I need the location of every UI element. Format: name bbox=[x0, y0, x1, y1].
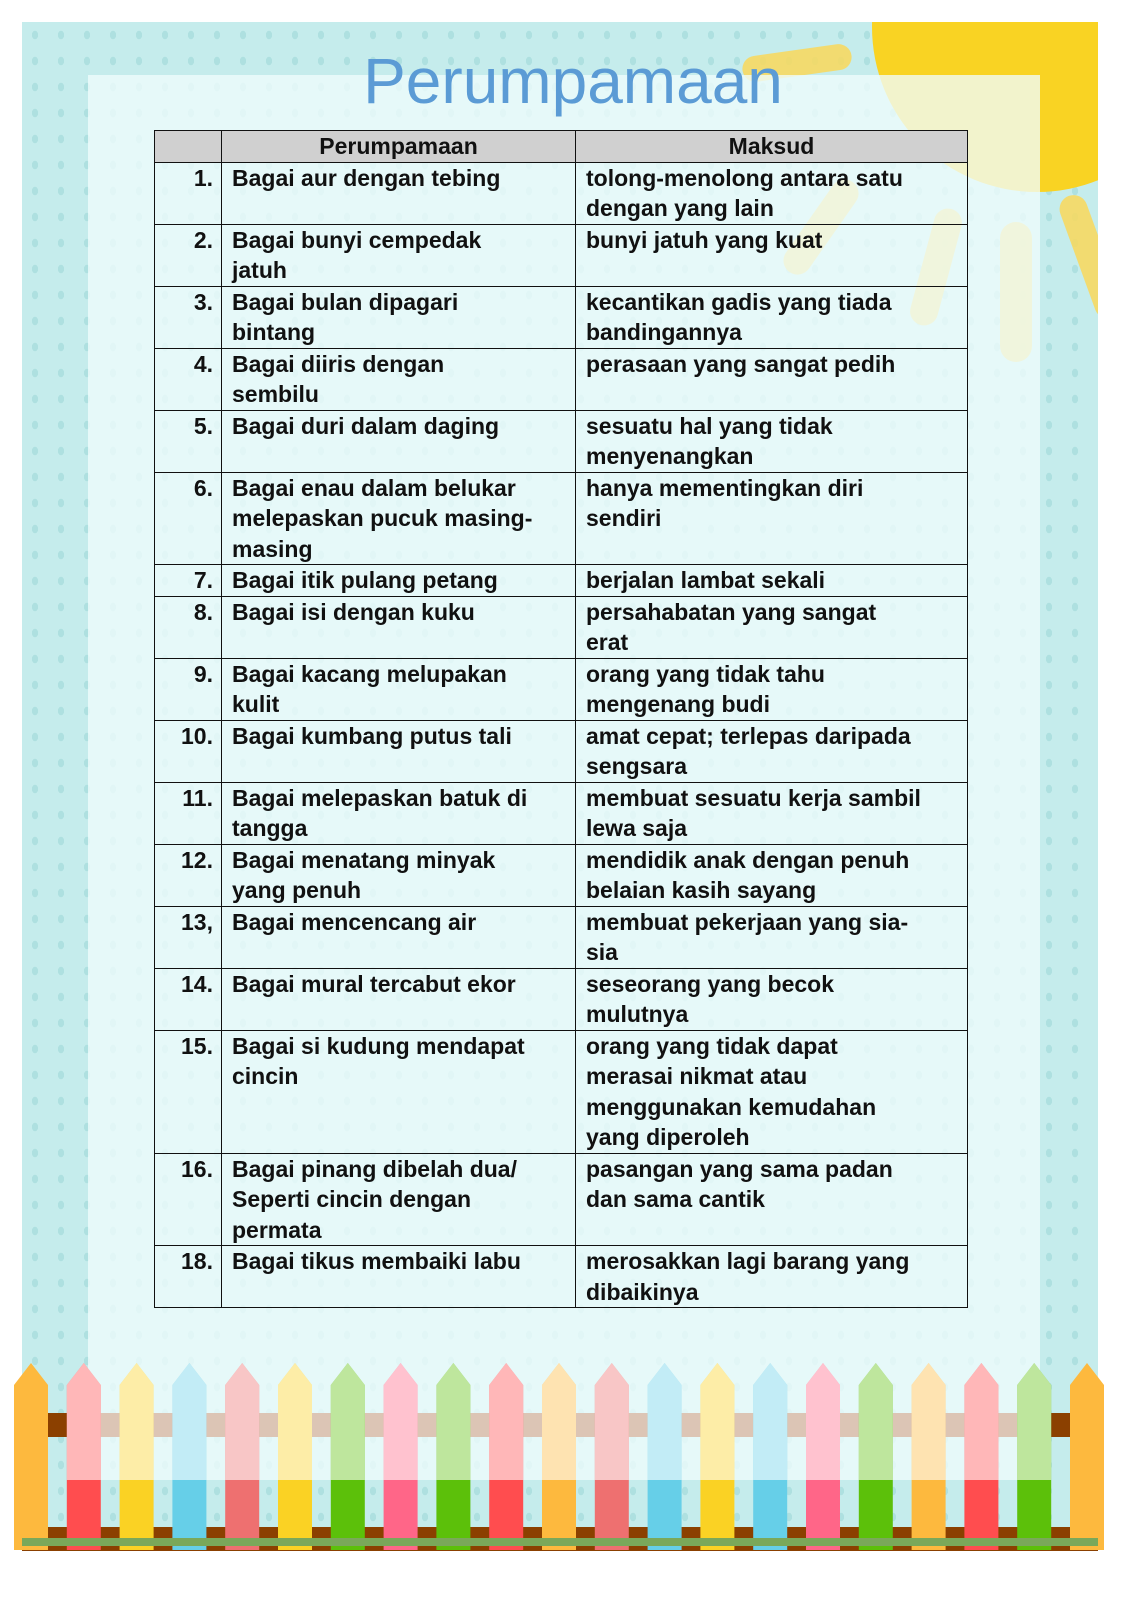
maksud-cell: orang yang tidak dapat merasai nikmat atau menggunakan kemudahan yang diperoleh bbox=[576, 1030, 968, 1153]
row-number: 6. bbox=[155, 472, 222, 565]
maksud-cell: seseorang yang becok mulutnya bbox=[576, 968, 968, 1030]
maksud-cell: berjalan lambat sekali bbox=[576, 565, 968, 597]
perumpamaan-table bbox=[154, 130, 968, 1308]
sun-ray bbox=[1056, 191, 1098, 323]
perumpamaan-cell: Bagai duri dalam daging bbox=[222, 410, 576, 472]
maksud-cell: hanya mementingkan diri sendiri bbox=[576, 472, 968, 565]
maksud-cell: merosakkan lagi barang yang dibaikinya bbox=[576, 1246, 968, 1308]
table-header-row bbox=[155, 131, 968, 163]
row-number: 12. bbox=[155, 844, 222, 906]
table-row bbox=[155, 224, 968, 286]
table-row bbox=[155, 286, 968, 348]
maksud-cell: perasaan yang sangat pedih bbox=[576, 348, 968, 410]
maksud-cell: membuat pekerjaan yang sia- sia bbox=[576, 906, 968, 968]
maksud-cell: orang yang tidak tahu mengenang budi bbox=[576, 658, 968, 720]
table-row bbox=[155, 906, 968, 968]
header-maksud: Maksud bbox=[576, 131, 968, 163]
perumpamaan-cell: Bagai diiris dengan sembilu bbox=[222, 348, 576, 410]
perumpamaan-cell: Bagai kumbang putus tali bbox=[222, 720, 576, 782]
row-number: 7. bbox=[155, 565, 222, 597]
maksud-cell: kecantikan gadis yang tiada bandingannya bbox=[576, 286, 968, 348]
perumpamaan-cell: Bagai pinang dibelah dua/ Seperti cincin dengan permata bbox=[222, 1153, 576, 1246]
row-number: 5. bbox=[155, 410, 222, 472]
maksud-cell: pasangan yang sama padan dan sama cantik bbox=[576, 1153, 968, 1246]
table-row bbox=[155, 658, 968, 720]
perumpamaan-cell: Bagai mural tercabut ekor bbox=[222, 968, 576, 1030]
row-number: 13, bbox=[155, 906, 222, 968]
maksud-cell: amat cepat; terlepas daripada sengsara bbox=[576, 720, 968, 782]
table-row bbox=[155, 1246, 968, 1308]
perumpamaan-cell: Bagai kacang melupakan kulit bbox=[222, 658, 576, 720]
table-row bbox=[155, 1153, 968, 1246]
perumpamaan-cell: Bagai bulan dipagari bintang bbox=[222, 286, 576, 348]
table-row bbox=[155, 348, 968, 410]
maksud-cell: mendidik anak dengan penuh belaian kasih sayang bbox=[576, 844, 968, 906]
header-number bbox=[155, 131, 222, 163]
perumpamaan-cell: Bagai tikus membaiki labu bbox=[222, 1246, 576, 1308]
row-number: 15. bbox=[155, 1030, 222, 1153]
perumpamaan-cell: Bagai si kudung mendapat cincin bbox=[222, 1030, 576, 1153]
perumpamaan-cell: Bagai melepaskan batuk di tangga bbox=[222, 782, 576, 844]
row-number: 8. bbox=[155, 596, 222, 658]
row-number: 3. bbox=[155, 286, 222, 348]
table-row bbox=[155, 844, 968, 906]
table-row bbox=[155, 720, 968, 782]
row-number: 4. bbox=[155, 348, 222, 410]
perumpamaan-cell: Bagai aur dengan tebing bbox=[222, 162, 576, 224]
perumpamaan-cell: Bagai itik pulang petang bbox=[222, 565, 576, 597]
maksud-cell: tolong-menolong antara satu dengan yang lain bbox=[576, 162, 968, 224]
table-row bbox=[155, 410, 968, 472]
maksud-cell: persahabatan yang sangat erat bbox=[576, 596, 968, 658]
perumpamaan-cell: Bagai isi dengan kuku bbox=[222, 596, 576, 658]
row-number: 14. bbox=[155, 968, 222, 1030]
row-number: 1. bbox=[155, 162, 222, 224]
table-row bbox=[155, 1030, 968, 1153]
table-row bbox=[155, 596, 968, 658]
perumpamaan-cell: Bagai menatang minyak yang penuh bbox=[222, 844, 576, 906]
maksud-cell: sesuatu hal yang tidak menyenangkan bbox=[576, 410, 968, 472]
perumpamaan-cell: Bagai enau dalam belukar melepaskan pucuk masing- masing bbox=[222, 472, 576, 565]
table-row bbox=[155, 565, 968, 597]
maksud-cell: bunyi jatuh yang kuat bbox=[576, 224, 968, 286]
table-row bbox=[155, 472, 968, 565]
row-number: 10. bbox=[155, 720, 222, 782]
table-row bbox=[155, 782, 968, 844]
perumpamaan-cell: Bagai mencencang air bbox=[222, 906, 576, 968]
row-number: 11. bbox=[155, 782, 222, 844]
row-number: 9. bbox=[155, 658, 222, 720]
header-perumpamaan: Perumpamaan bbox=[222, 131, 576, 163]
row-number: 16. bbox=[155, 1153, 222, 1246]
table-row bbox=[155, 162, 968, 224]
maksud-cell: membuat sesuatu kerja sambil lewa saja bbox=[576, 782, 968, 844]
perumpamaan-cell: Bagai bunyi cempedak jatuh bbox=[222, 224, 576, 286]
row-number: 18. bbox=[155, 1246, 222, 1308]
page-title: Perumpamaan bbox=[363, 45, 783, 117]
table-row bbox=[155, 968, 968, 1030]
row-number: 2. bbox=[155, 224, 222, 286]
